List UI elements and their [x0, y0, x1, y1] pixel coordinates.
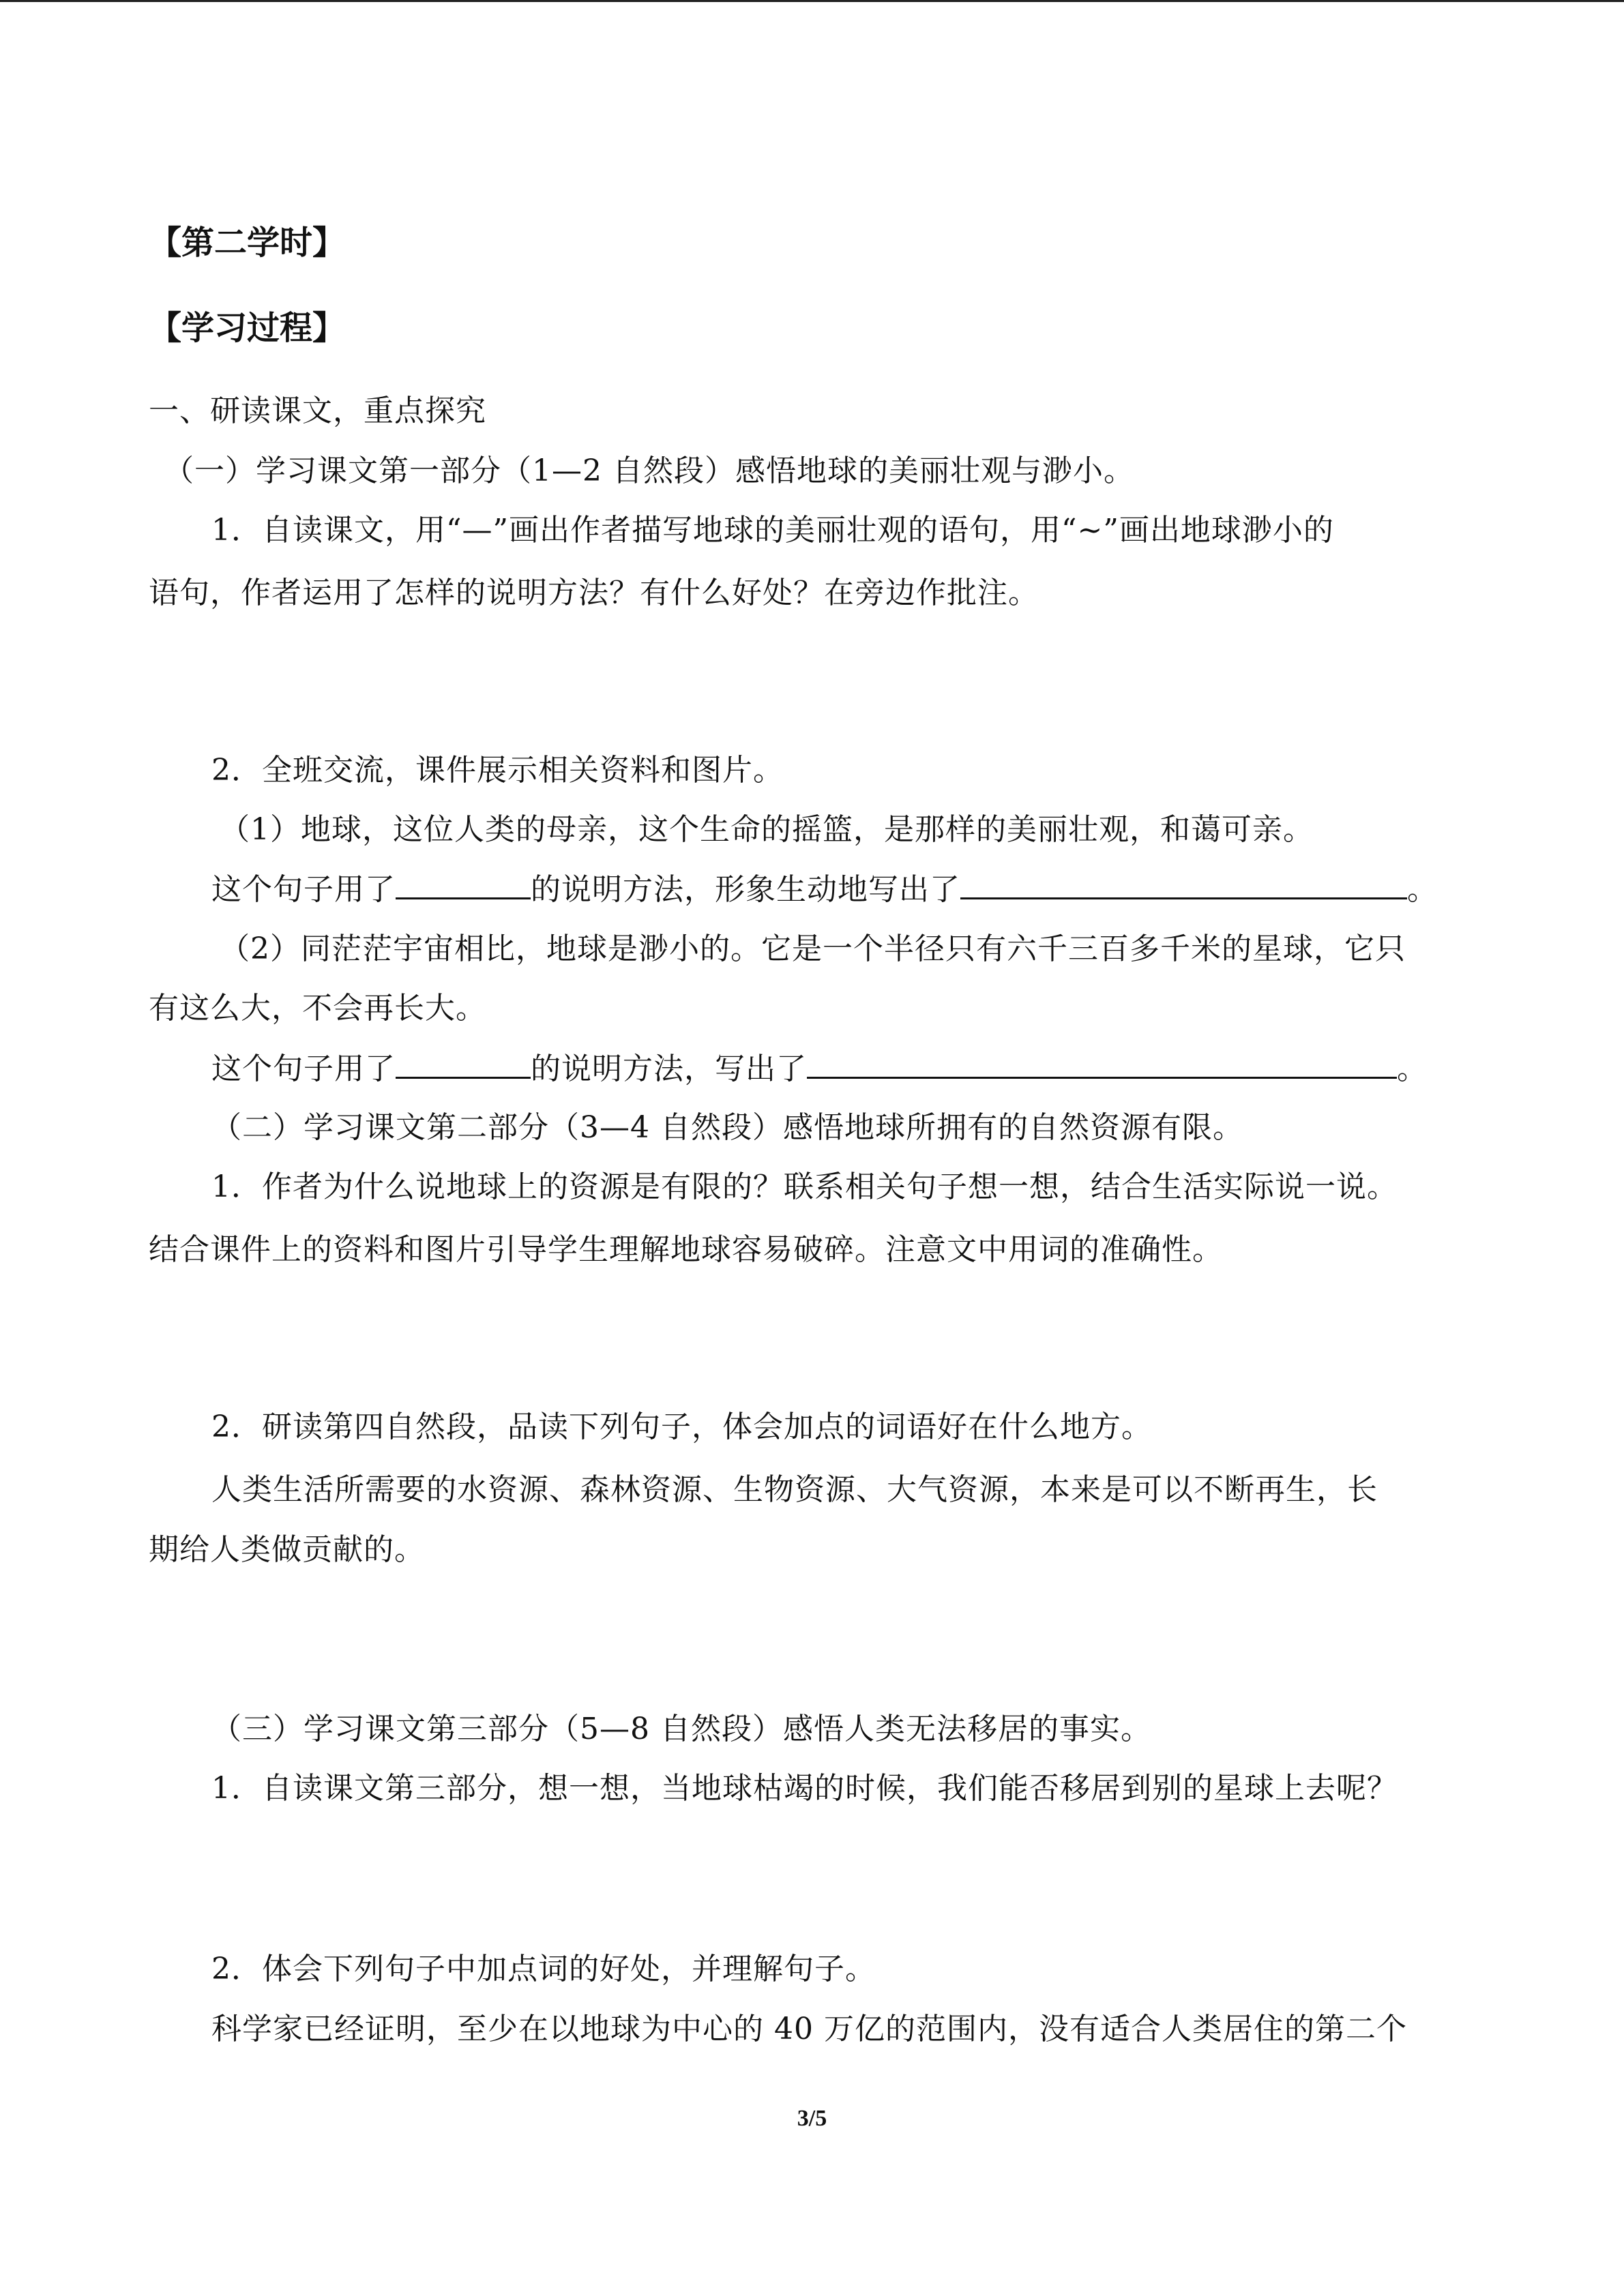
part1-sub2-line2: 有这么大，不会再长大。 — [149, 991, 486, 1026]
part1-title: （一）学习课文第一部分（1—2 自然段）感悟地球的美丽壮观与渺小。 — [164, 453, 1134, 488]
part1-sub1-text: （1）地球，这位人类的母亲，这个生命的摇篮，是那样的美丽壮观，和蔼可亲。 — [220, 812, 1314, 847]
answer-blank[interactable] — [960, 869, 1407, 899]
part3-q2: 2．体会下列句子中加点词的好处，并理解句子。 — [211, 1952, 876, 1986]
fill-prefix: 这个句子用了 — [211, 1052, 396, 1086]
part2-quote-line1: 人类生活所需要的水资源、森林资源、生物资源、大气资源，本来是可以不断再生，长 — [211, 1472, 1378, 1507]
part1-sub2-fill — [211, 1048, 1428, 1090]
part2-quote-line2: 期给人类做贡献的。 — [149, 1532, 425, 1567]
answer-blank[interactable] — [396, 1048, 531, 1079]
fill-middle: 的说明方法，形象生动地写出了 — [531, 872, 960, 907]
answer-blank[interactable] — [807, 1048, 1397, 1079]
part1-q1-line2: 语句，作者运用了怎样的说明方法？有什么好处？在旁边作批注。 — [149, 576, 1039, 610]
part1-q1-line1: 1．自读课文，用“—”画出作者描写地球的美丽壮观的语句，用“~”画出地球渺小的 — [211, 513, 1334, 548]
part3-quote-line1: 科学家已经证明，至少在以地球为中心的 40 万亿的范围内，没有适合人类居住的第二个 — [211, 2012, 1407, 2046]
process-heading: 【学习过程】 — [149, 309, 346, 347]
part2-q2: 2．研读第四自然段，品读下列句子，体会加点的词语好在什么地方。 — [211, 1410, 1152, 1444]
fill-middle: 的说明方法，写出了 — [531, 1052, 807, 1086]
fill-end: 。 — [1397, 1052, 1428, 1086]
page-number: 3/5 — [797, 2106, 827, 2131]
part3-q1: 1．自读课文第三部分，想一想，当地球枯竭的时候，我们能否移居到别的星球上去呢？ — [211, 1771, 1398, 1806]
section-title: 一、研读课文，重点探究 — [149, 393, 486, 428]
part2-q1-line2: 结合课件上的资料和图片引导学生理解地球容易破碎。注意文中用词的准确性。 — [149, 1232, 1223, 1267]
part1-sub2-line1: （2）同茫茫宇宙相比，地球是渺小的。它是一个半径只有六千三百多千米的星球，它只 — [220, 931, 1406, 966]
part2-q1-line1: 1．作者为什么说地球上的资源是有限的？联系相关句子想一想，结合生活实际说一说。 — [211, 1169, 1398, 1204]
part2-title: （二）学习课文第二部分（3—4 自然段）感悟地球所拥有的自然资源有限。 — [211, 1110, 1243, 1145]
fill-end: 。 — [1407, 872, 1438, 907]
part1-sub1-fill — [211, 869, 1438, 910]
answer-blank[interactable] — [396, 869, 531, 899]
part3-title: （三）学习课文第三部分（5—8 自然段）感悟人类无法移居的事实。 — [211, 1712, 1151, 1746]
part1-q2: 2．全班交流，课件展示相关资料和图片。 — [211, 753, 784, 788]
lesson-heading: 【第二学时】 — [149, 224, 346, 262]
fill-prefix: 这个句子用了 — [211, 872, 396, 907]
